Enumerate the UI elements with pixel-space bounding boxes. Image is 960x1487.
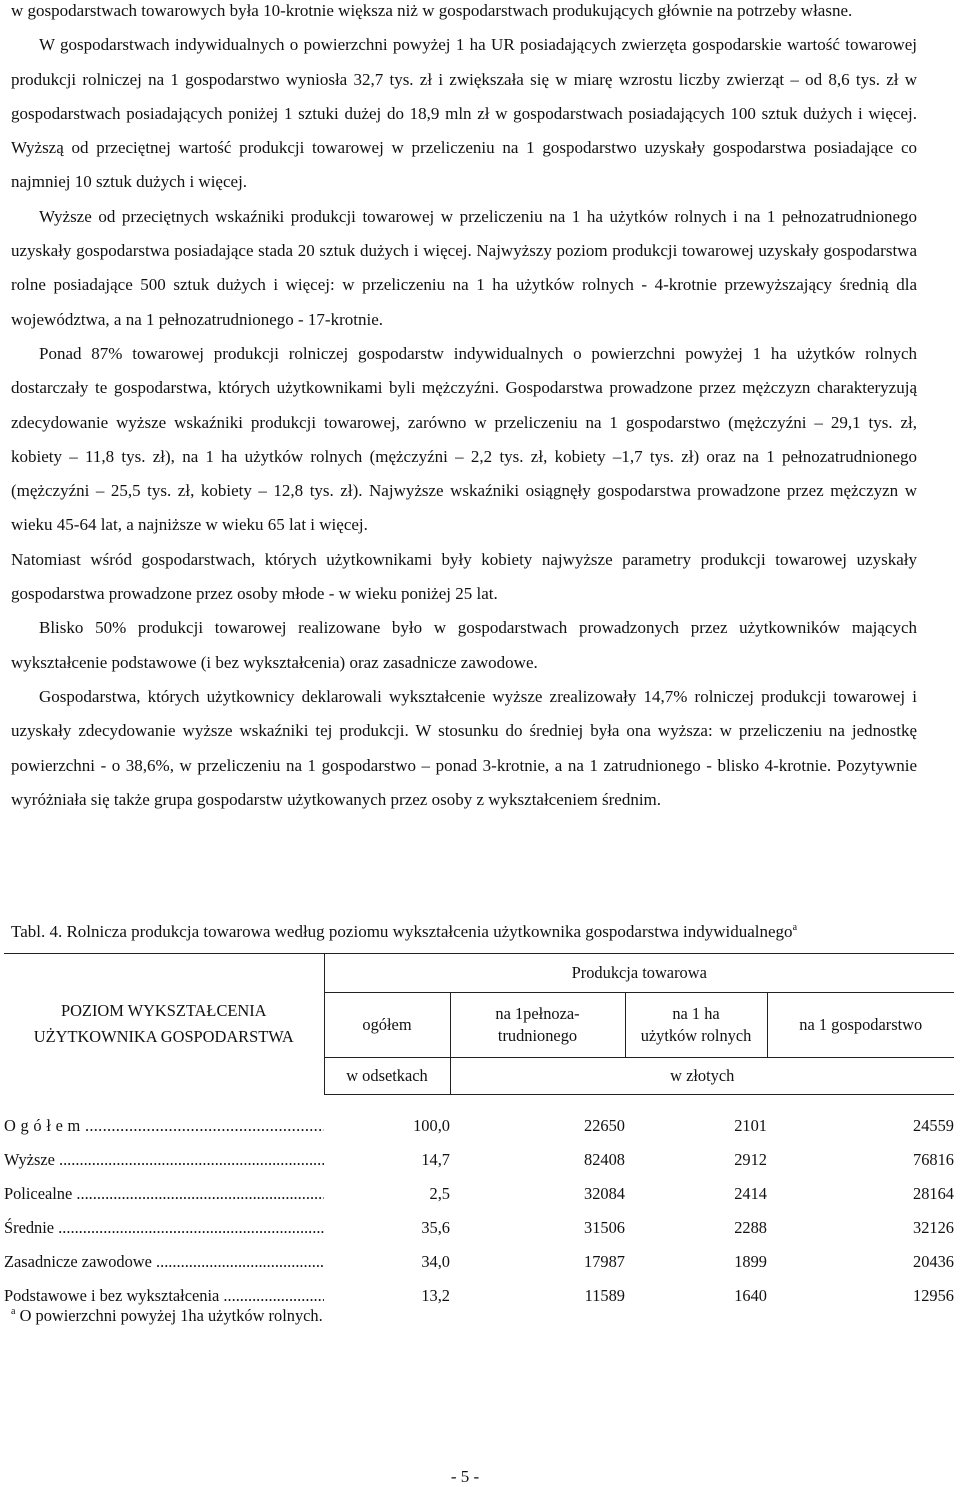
cell-total: 13,2 — [421, 1286, 450, 1305]
header-col-per-ha: na 1 ha użytków rolnych — [625, 993, 767, 1058]
row-label: Zasadnicze zawodowe — [4, 1252, 152, 1271]
data-table — [4, 953, 954, 1313]
header-unit-pln: w złotych — [450, 1058, 954, 1095]
cell-per-ha: 2414 — [734, 1184, 767, 1203]
cell-per-ha: 2101 — [734, 1116, 767, 1135]
row-label: O g ó ł e m — [4, 1116, 81, 1135]
footnote-text: O powierzchni powyżej 1ha użytków rolnych. — [19, 1306, 323, 1325]
cell-total: 14,7 — [421, 1150, 450, 1169]
row-label: Podstawowe i bez wykształcenia — [4, 1286, 220, 1305]
header-col-per-farm: na 1 gospodarstwo — [767, 993, 954, 1058]
cell-per-ha: 1640 — [734, 1286, 767, 1305]
cell-per-farm: 20436 — [913, 1252, 954, 1271]
cell-per-farm: 76816 — [913, 1150, 954, 1169]
cell-per-farm: 12956 — [913, 1286, 954, 1305]
header-unit-percent: w odsetkach — [324, 1058, 450, 1095]
cell-per-farm: 24559 — [913, 1116, 954, 1135]
paragraph: Gospodarstwa, których użytkownicy deklarowali wykształcenie wyższe zrealizowały 14,7% rolniczej produkcji towarowej i uzyskały zdecydowanie wyższe wskaźniki tej produkcji. W stosunku do średniej była ona wyższa: w przeliczeniu na jednostkę powierzchni - o 38,6%, w przeliczeniu na 1 gospodarstwo – ponad 3-krotnie, a na 1 zatrudnionego - blisko 4-krotnie. Pozytywnie wyróżniała się także grupa gospodarstw użytkowanych przez osoby z wykształceniem średnim. — [11, 686, 917, 809]
cell-total: 35,6 — [421, 1218, 450, 1237]
table-row — [4, 1143, 954, 1177]
footnote-mark: a — [792, 922, 798, 933]
paragraph: Wyższe od przeciętnych wskaźniki produkcji towarowej w przeliczeniu na 1 ha użytków rolnych i na 1 pełnozatrudnionego uzyskały gospodarstwa posiadające stada 20 sztuk dużych i więcej. Najwyższy poziom produkcji towarowej uzyskały gospodarstwa rolne posiadające 500 sztuk dużych i więcej: w przeliczeniu na 1 ha użytków rolnych - 4-krotnie przewyższający średnią dla województwa, a na 1 pełnozatrudnionego - 17-krotnie. — [11, 206, 917, 329]
table-footnote — [11, 1306, 323, 1326]
table-caption-text: Tabl. 4. Rolnicza produkcja towarowa według poziomu wykształcenia użytkownika gospodarstwa indywidualnego — [11, 922, 793, 941]
cell-per-ha: 1899 — [734, 1252, 767, 1271]
table-caption — [11, 919, 941, 945]
table-row — [4, 1211, 954, 1245]
footnote-mark: a — [11, 1306, 16, 1317]
cell-total: 100,0 — [413, 1116, 450, 1135]
paragraph: Ponad 87% towarowej produkcji rolniczej gospodarstw indywidualnych o powierzchni powyżej 1 ha użytków rolnych dostarczały te gospodarstwa, których użytkownikami byli mężczyźni. Gospodarstwa prowadzone przez mężczyzn charakteryzują zdecydowanie wyższe wskaźniki produkcji towarowej, zarówno w przeliczeniu na 1 gospodarstwo (mężczyźni – 29,1 tys. zł, kobiety – 11,8 tys. zł), na 1 ha użytków rolnych (mężczyźni – 2,2 tys. zł, kobiety –1,7 tys. zł) oraz na 1 pełnozatrudnionego (mężczyźni – 25,5 tys. zł, kobiety – 12,8 tys. zł). Najwyższe wskaźniki osiągnęły gospodarstwa prowadzone przez mężczyzn w wieku 45-64 lat, a najniższe w wieku 65 lat i więcej. — [11, 343, 917, 535]
cell-total: 2,5 — [429, 1184, 450, 1203]
body-text — [11, 0, 917, 817]
cell-per-worker: 17987 — [584, 1252, 625, 1271]
row-label: Średnie — [4, 1218, 55, 1237]
cell-total: 34,0 — [421, 1252, 450, 1271]
header-col-total: ogółem — [324, 993, 450, 1058]
header-education-level: POZIOM WYKSZTAŁCENIA UŻYTKOWNIKA GOSPODARSTWA — [4, 954, 324, 1095]
header-col-per-worker: na 1pełnoza- trudnionego — [450, 993, 625, 1058]
table-row — [4, 1177, 954, 1211]
cell-per-worker: 82408 — [584, 1150, 625, 1169]
cell-per-ha: 2912 — [734, 1150, 767, 1169]
row-label: Wyższe — [4, 1150, 55, 1169]
paragraph: Natomiast wśród gospodarstwach, których użytkownikami były kobiety najwyższe parametry produkcji towarowej uzyskały gospodarstwa prowadzone przez osoby młode - w wieku poniżej 25 lat. — [11, 549, 917, 604]
header-group: Produkcja towarowa — [324, 954, 954, 993]
paragraph: W gospodarstwach indywidualnych o powierzchni powyżej 1 ha UR posiadających zwierzęta gospodarskie wartość towarowej produkcji rolniczej na 1 gospodarstwo wyniosła 32,7 tys. zł i zwiększała się w miarę wzrostu liczby zwierząt – od 8,6 tys. zł w gospodarstwach posiadających poniżej 1 sztuki dużej do 18,9 mln zł w gospodarstwach posiadających 100 sztuk dużych i więcej. Wyższą od przeciętnej wartość produkcji towarowej w przeliczeniu na 1 gospodarstwo uzyskały gospodarstwa posiadające co najmniej 10 sztuk dużych i więcej. — [11, 35, 917, 192]
cell-per-worker: 22650 — [584, 1116, 625, 1135]
paragraph: w gospodarstwach towarowych była 10-krotnie większa niż w gospodarstwach produkujących głównie na potrzeby własne. — [11, 1, 853, 20]
page-number: - 5 - — [450, 1467, 480, 1486]
cell-per-worker: 31506 — [584, 1218, 625, 1237]
table-row — [4, 1245, 954, 1279]
table-row-total — [4, 1109, 954, 1143]
cell-per-ha: 2288 — [734, 1218, 767, 1237]
cell-per-worker: 11589 — [584, 1286, 625, 1305]
row-label: Policealne — [4, 1184, 73, 1203]
cell-per-farm: 28164 — [913, 1184, 954, 1203]
cell-per-worker: 32084 — [584, 1184, 625, 1203]
paragraph: Blisko 50% produkcji towarowej realizowane było w gospodarstwach prowadzonych przez użytkowników mających wykształcenie podstawowe (i bez wykształcenia) oraz zasadnicze zawodowe. — [11, 618, 917, 672]
cell-per-farm: 32126 — [913, 1218, 954, 1237]
